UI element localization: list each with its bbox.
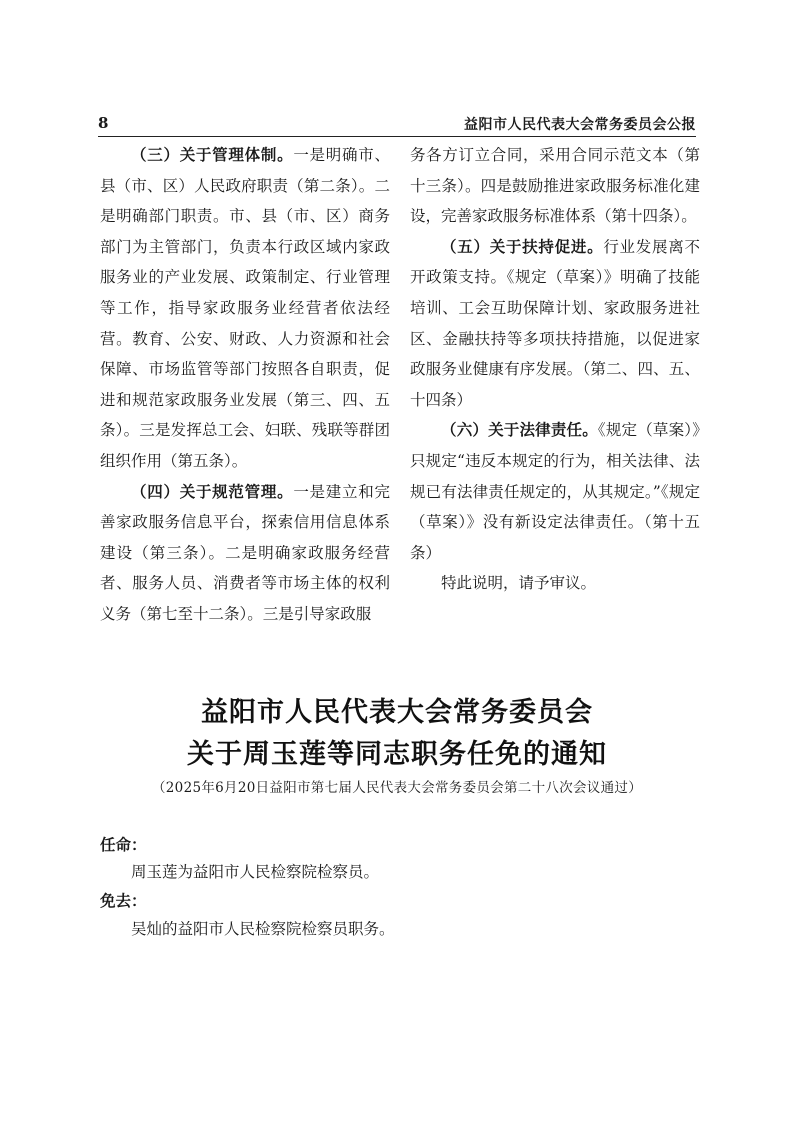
paragraph-continuation: 务各方订立合同，采用合同示范文本（第十三条）。四是鼓励推进家政服务标准化建设，完善家政服务标准体系（第十四条）。 [410, 146, 700, 226]
appoint-entry: 周玉莲为益阳市人民检察院检察员。 [131, 863, 380, 881]
section-heading-support: （五）关于扶持促进。 [441, 236, 604, 256]
notice-title-line1: 益阳市人民代表大会常务委员会 [201, 697, 593, 728]
section-heading-legal: （六）关于法律责任。 [441, 420, 598, 440]
paragraph-text: 一是建立和完善家政服务信息平台，探索信用信息体系建设（第三条）。二是明确家政服务经营者、服务人员、消费者等市场主体的权利义务（第七至十二条）。三是引导家政服 [100, 482, 390, 623]
left-column [100, 140, 390, 630]
paragraph-standard-management [100, 477, 390, 630]
paragraph-text: 《规定（草案）》只规定“违反本规定的行为，相关法律、法规已有法律责任规定的，从其规定。”《规定（草案）》没有新设定法律责任。（第十五条） [410, 421, 700, 562]
closing-statement: 特此说明，请予审议。 [441, 574, 597, 593]
appoint-label: 任命： [100, 836, 147, 854]
page-number: 8 [98, 114, 109, 132]
paragraph-text: 一是明确市、县（市、区）人民政府职责（第二条）。二是明确部门职责。市、县（市、区）商务部门为主管部门，负责本行政区域内家政服务业的产业发展、政策制定、行业管理等工作，指导家政服务业经营者依法经营。教育、公安、财政、人力资源和社会保障、市场监管等部门按照各自职责，促进和规范家政服务业发展（第三、四、五条）。三是发挥总工会、妇联、残联等群团组织作用（第五条）。 [100, 146, 390, 470]
paragraph-text: 行业发展离不开政策支持。《规定（草案）》明确了技能培训、工会互助保障计划、家政服务进社区、金融扶持等多项扶持措施，以促进家政服务业健康有序发展。（第二、四、五、十四条） [410, 237, 700, 409]
section-heading-standardization: （四）关于规范管理。 [131, 481, 294, 501]
right-column [410, 140, 700, 599]
section-heading-management: （三）关于管理体制。 [131, 145, 294, 164]
notice-subtitle: （2025年6月20日益阳市第七届人民代表大会常务委员会第二十八次会议通过） [151, 780, 643, 796]
remove-entry: 吴灿的益阳市人民检察院检察员职务。 [131, 920, 395, 938]
journal-name: 益阳市人民代表大会常务委员会公报 [464, 117, 696, 133]
page-header [98, 110, 696, 137]
remove-label: 免去： [100, 892, 147, 910]
paragraph-legal-liability [410, 415, 700, 568]
paragraph-management-system [100, 140, 390, 477]
notice-title-line2: 关于周玉莲等同志职务任免的通知 [187, 739, 607, 770]
paragraph-support-promotion [410, 232, 700, 416]
